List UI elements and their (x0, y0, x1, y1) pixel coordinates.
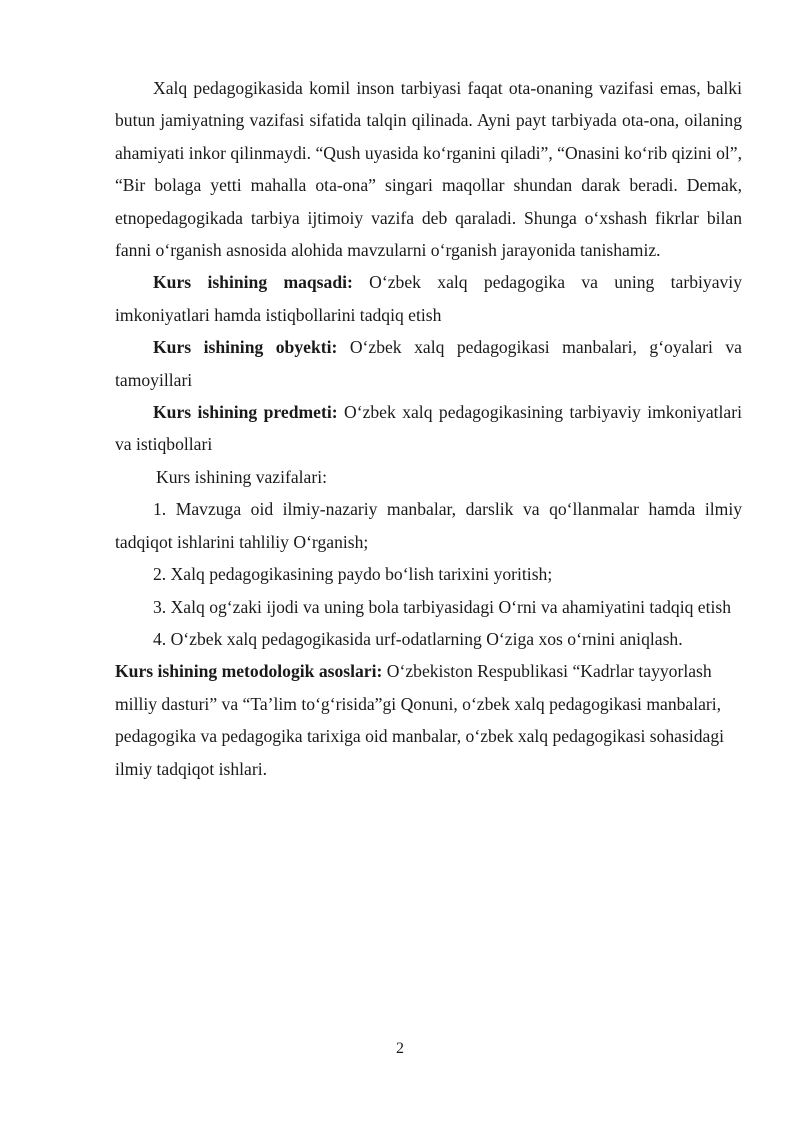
purpose-paragraph (115, 266, 742, 331)
task-item-1: 1. Mavzuga oid ilmiy-nazariy manbalar, darslik va qo‘llanmalar hamda ilmiy tadqiqot ishlarini tahliliy O‘rganish; (115, 499, 742, 552)
methodology-text: O‘zbekiston Respublikasi “Kadrlar tayyorlash milliy dasturi” va “Ta’lim to‘g‘risida”gi Qonuni, o‘zbek xalq pedagogikasi manbalari, pedagogika va pedagogika tarixiga oid manbalar, o‘zbek xalq pedagogikasi sohasidagi ilmiy tadqiqot ishlari. (115, 661, 725, 779)
subject-label: Kurs ishining predmeti: (153, 402, 338, 423)
purpose-text: O‘zbek xalq pedagogika va uning tarbiyaviy imkoniyatlari hamda istiqbollarini tadqiq etish (115, 272, 742, 325)
subject-paragraph (115, 396, 742, 461)
methodology-paragraph (115, 655, 742, 785)
object-paragraph (115, 331, 742, 396)
page-number: 2 (396, 1040, 404, 1057)
tasks-heading: Kurs ishining vazifalari: (156, 466, 328, 487)
task-item-4: 4. O‘zbek xalq pedagogikasida urf-odatlarning O‘ziga xos o‘rnini aniqlash. (153, 628, 683, 649)
task-item-2: 2. Xalq pedagogikasining paydo bo‘lish tarixini yoritish; (153, 564, 553, 585)
intro-paragraph: Xalq pedagogikasida komil inson tarbiyasi faqat ota-onaning vazifasi emas, balki butun jamiyatning vazifasi sifatida talqin qilinada. Ayni payt tarbiyada ota-ona, oilaning ahamiyati inkor qilinmaydi. “Qush uyasida ko‘rganini qiladi”, “Onasini ko‘rib qizini ol”, “Bir bolaga yetti mahalla ota-ona” singari maqollar shundan darak beradi. Demak, etnopedagogikada tarbiya ijtimoiy vazifa deb qaraladi. Shunga o‘xshash fikrlar bilan fanni o‘rganish asnosida alohida mavzularni o‘rganish jarayonida tanishamiz. (115, 78, 742, 261)
subject-text: O‘zbek xalq pedagogikasining tarbiyaviy imkoniyatlari va istiqbollari (115, 402, 742, 455)
task-item-3: 3. Xalq og‘zaki ijodi va uning bola tarbiyasidagi O‘rni va ahamiyatini tadqiq etish (153, 596, 732, 617)
object-label: Kurs ishining obyekti: (153, 337, 338, 358)
page-body (115, 72, 742, 785)
purpose-label: Kurs ishining maqsadi: (153, 272, 353, 293)
object-text: O‘zbek xalq pedagogikasi manbalari, g‘oyalari va tamoyillari (115, 337, 742, 390)
methodology-label: Kurs ishining metodologik asoslari: (115, 661, 383, 682)
